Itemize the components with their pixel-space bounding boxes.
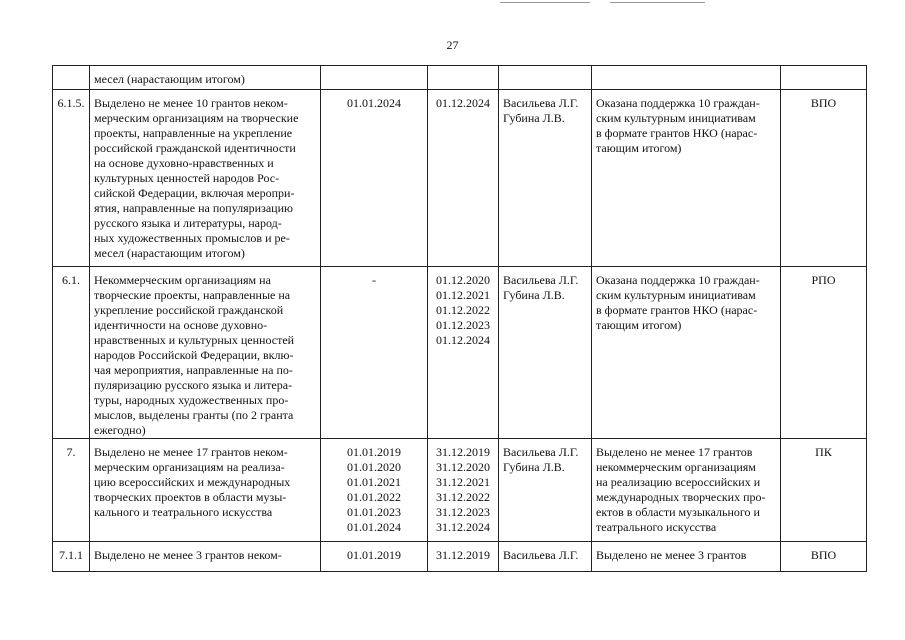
table-row <box>53 66 867 90</box>
top-rule-right <box>610 2 705 3</box>
item-number: 7. <box>66 445 76 459</box>
description-line: Выделено не менее 3 грантов неком- <box>94 548 282 562</box>
description-line: мерческим организациям на творческие <box>94 111 299 125</box>
result-line: некоммерческим организациям <box>596 460 756 474</box>
end-date: 31.12.2021 <box>436 475 490 489</box>
start-date-cell <box>321 439 428 542</box>
start-date-cell <box>321 90 428 267</box>
table-row <box>53 90 867 267</box>
start-date: 01.01.2024 <box>347 96 401 110</box>
responsible-cell <box>499 439 592 542</box>
document-type-cell <box>781 90 867 267</box>
description-line: кального и театрального искусства <box>94 505 273 519</box>
start-date: 01.01.2023 <box>347 505 401 519</box>
start-date: 01.01.2020 <box>347 460 401 474</box>
description-line: мерческим организациям на реализа- <box>94 460 285 474</box>
result-line: Выделено не менее 17 грантов <box>596 445 753 459</box>
end-date: 31.12.2024 <box>436 520 490 534</box>
start-date: - <box>372 273 376 287</box>
end-date-cell <box>428 542 499 572</box>
end-date: 01.12.2024 <box>436 333 490 347</box>
description-line: культурных ценностей народов Рос- <box>94 171 280 185</box>
document-type-cell <box>781 66 867 90</box>
result-line: ским культурным инициативам <box>596 111 756 125</box>
description-line: творческих проектов в области музы- <box>94 490 287 504</box>
end-date: 01.12.2021 <box>436 288 490 302</box>
measure-description-cell <box>90 542 321 572</box>
page-number: 27 <box>446 38 459 52</box>
description-line: ежегодно) <box>94 423 146 437</box>
result-line: международных творческих про- <box>596 490 766 504</box>
document-type: ВПО <box>810 96 837 110</box>
start-date: 01.01.2021 <box>347 475 401 489</box>
table-row <box>53 542 867 572</box>
description-line: российской гражданской идентичности <box>94 141 296 155</box>
description-line: русского языка и литературы, народ- <box>94 216 282 230</box>
document-type-cell <box>781 267 867 439</box>
description-line: месел (нарастающим итогом) <box>94 246 245 260</box>
description-line: мыслов, выделены гранты (по 2 гранта <box>94 408 294 422</box>
document-type: РПО <box>811 273 836 287</box>
description-line: нравственных и культурных ценностей <box>94 333 295 347</box>
description-line: на основе духовно-нравственных и <box>94 156 274 170</box>
item-number-cell <box>53 439 90 542</box>
start-date: 01.01.2024 <box>347 520 401 534</box>
measure-description-cell <box>90 90 321 267</box>
result-line: театрального искусства <box>596 520 717 534</box>
result-line: Выделено не менее 3 грантов <box>596 548 747 562</box>
measure-description-cell <box>90 439 321 542</box>
description-line: ятия, направленные на популяризацию <box>94 201 293 215</box>
description-line: творческие проекты, направленные на <box>94 288 291 302</box>
result-line: в формате грантов НКО (нарас- <box>596 303 758 317</box>
responsible-person: Губина Л.В. <box>503 288 565 302</box>
description-line: идентичности на основе духовно- <box>94 318 268 332</box>
end-date-cell <box>428 267 499 439</box>
result-line: Оказана поддержка 10 граждан- <box>596 96 760 110</box>
end-date: 01.12.2023 <box>436 318 490 332</box>
start-date: 01.01.2022 <box>347 490 401 504</box>
end-date-cell <box>428 66 499 90</box>
responsible-person: Васильева Л.Г. <box>503 548 579 562</box>
responsible-person: Васильева Л.Г. <box>503 273 579 287</box>
item-number-cell <box>53 267 90 439</box>
item-number: 7.1.1 <box>59 548 83 562</box>
end-date: 31.12.2020 <box>436 460 490 474</box>
table-row <box>53 267 867 439</box>
item-number-cell <box>53 66 90 90</box>
description-line: народов Российской Федерации, вклю- <box>94 348 294 362</box>
document-type: ВПО <box>810 548 837 562</box>
item-number-cell <box>53 90 90 267</box>
responsible-cell <box>499 90 592 267</box>
description-line: цию всероссийских и международных <box>94 475 291 489</box>
measure-description-cell <box>90 267 321 439</box>
responsible-person: Васильева Л.Г. <box>503 445 579 459</box>
description-line: укрепление российской гражданской <box>94 303 284 317</box>
description-line: ных художественных промыслов и ре- <box>94 231 290 245</box>
start-date-cell <box>321 267 428 439</box>
description-line: Выделено не менее 17 грантов неком- <box>94 445 288 459</box>
result-line: ским культурным инициативам <box>596 288 756 302</box>
item-number-cell <box>53 542 90 572</box>
document-type: ПК <box>815 445 832 459</box>
result-line: Оказана поддержка 10 граждан- <box>596 273 760 287</box>
end-date: 31.12.2022 <box>436 490 490 504</box>
description-line: месел (нарастающим итогом) <box>94 72 245 86</box>
start-date: 01.01.2019 <box>347 445 401 459</box>
responsible-cell <box>499 542 592 572</box>
description-line: пуляризацию русского языка и литера- <box>94 378 293 392</box>
item-number: 6.1.5. <box>57 96 85 110</box>
document-type-cell <box>781 439 867 542</box>
end-date: 01.12.2022 <box>436 303 490 317</box>
description-line: Некоммерческим организациям на <box>94 273 271 287</box>
description-line: чая мероприятия, направленные на по- <box>94 363 293 377</box>
result-line: на реализацию всероссийских и <box>596 475 761 489</box>
result-line: ектов в области музыкального и <box>596 505 760 519</box>
result-cell <box>592 439 781 542</box>
description-line: туры, народных художественных про- <box>94 393 289 407</box>
end-date: 01.12.2024 <box>436 96 490 110</box>
end-date-cell <box>428 90 499 267</box>
responsible-cell <box>499 66 592 90</box>
plan-table-body <box>53 66 867 572</box>
result-cell <box>592 66 781 90</box>
start-date: 01.01.2019 <box>347 548 401 562</box>
description-line: Выделено не менее 10 грантов неком- <box>94 96 288 110</box>
document-type-cell <box>781 542 867 572</box>
start-date-cell <box>321 542 428 572</box>
result-line: тающим итогом) <box>596 318 682 332</box>
result-line: в формате грантов НКО (нарас- <box>596 126 758 140</box>
result-cell <box>592 90 781 267</box>
responsible-person: Васильева Л.Г. <box>503 96 579 110</box>
description-line: сийской Федерации, включая меропри- <box>94 186 295 200</box>
end-date: 31.12.2019 <box>436 445 490 459</box>
responsible-person: Губина Л.В. <box>503 460 565 474</box>
measure-description-cell <box>90 66 321 90</box>
top-rule-left <box>500 2 590 3</box>
item-number: 6.1. <box>62 273 80 287</box>
description-line: проекты, направленные на укрепление <box>94 126 293 140</box>
end-date: 01.12.2020 <box>436 273 490 287</box>
start-date-cell <box>321 66 428 90</box>
result-line: тающим итогом) <box>596 141 682 155</box>
table-row <box>53 439 867 542</box>
end-date-cell <box>428 439 499 542</box>
result-cell <box>592 267 781 439</box>
end-date: 31.12.2019 <box>436 548 490 562</box>
responsible-cell <box>499 267 592 439</box>
plan-table <box>52 65 867 572</box>
responsible-person: Губина Л.В. <box>503 111 565 125</box>
end-date: 31.12.2023 <box>436 505 490 519</box>
result-cell <box>592 542 781 572</box>
